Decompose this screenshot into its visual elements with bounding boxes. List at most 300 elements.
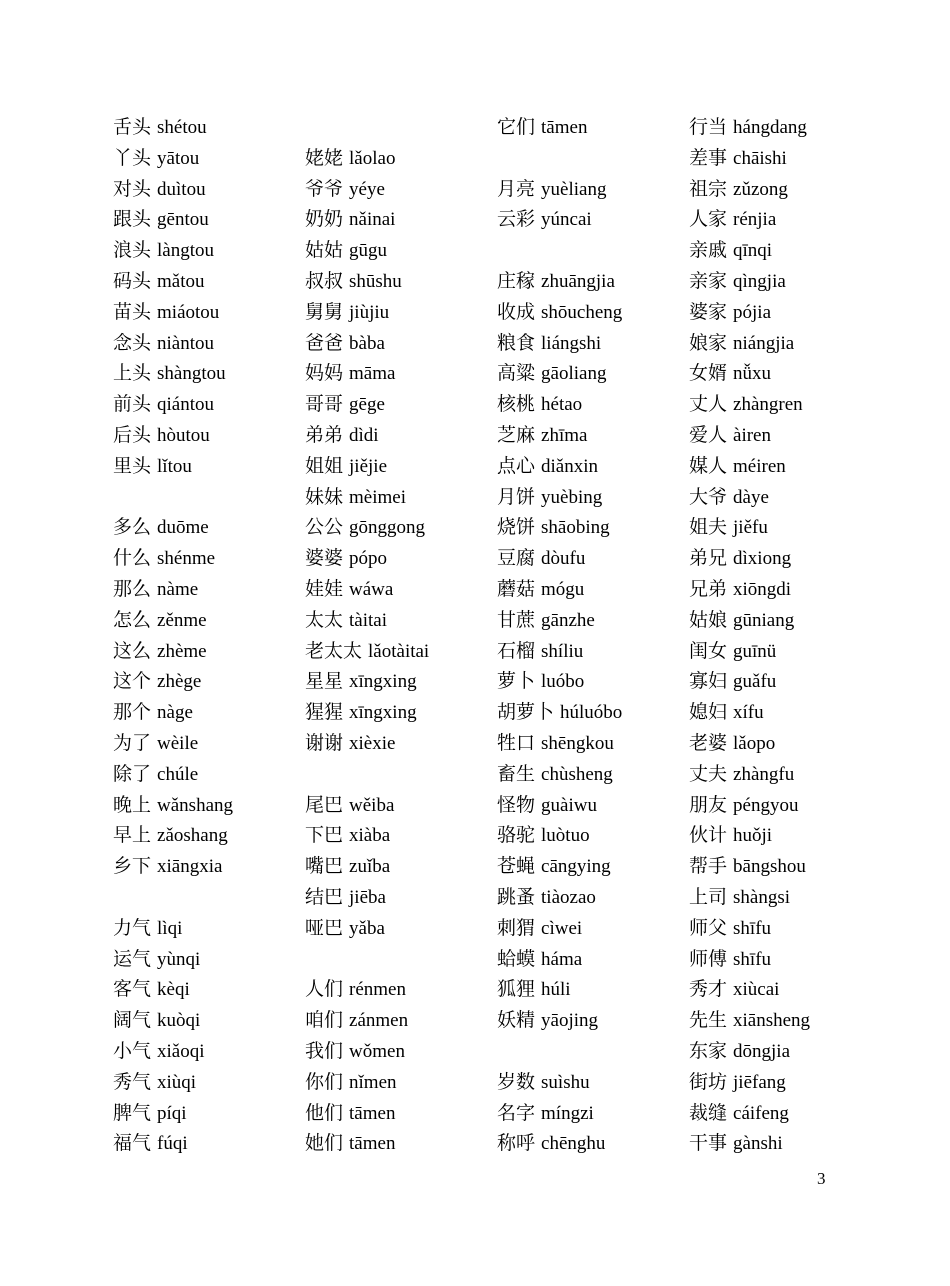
word-hanzi: 兄弟 <box>689 578 728 600</box>
word-entry <box>305 945 490 976</box>
word-pinyin: gūgu <box>349 240 388 262</box>
word-pinyin: māma <box>349 363 396 385</box>
word-pinyin: xièxie <box>349 732 396 754</box>
word-hanzi: 太太 <box>305 609 344 631</box>
word-entry <box>113 975 298 1006</box>
word-entry <box>497 791 682 822</box>
word-pinyin: nàme <box>157 578 199 600</box>
word-hanzi: 干事 <box>689 1133 728 1155</box>
word-entry <box>113 267 298 298</box>
word-hanzi: 烧饼 <box>497 517 536 539</box>
word-hanzi: 怪物 <box>497 794 536 816</box>
word-hanzi: 除了 <box>113 763 152 785</box>
word-pinyin: mógu <box>541 578 585 600</box>
word-hanzi: 跟头 <box>113 209 152 231</box>
word-pinyin: xīngxing <box>349 702 417 724</box>
word-pinyin: qiántou <box>157 394 215 416</box>
word-hanzi: 早上 <box>113 825 152 847</box>
word-pinyin: shōucheng <box>541 301 623 323</box>
word-hanzi: 福气 <box>113 1133 152 1155</box>
word-entry <box>689 975 879 1006</box>
word-pinyin: duōme <box>157 517 209 539</box>
word-entry <box>689 267 879 298</box>
word-hanzi: 多么 <box>113 517 152 539</box>
word-pinyin: zhuāngjia <box>541 270 615 292</box>
word-entry <box>305 1099 490 1130</box>
word-hanzi: 祖宗 <box>689 178 728 200</box>
word-entry <box>113 205 298 236</box>
word-pinyin: lǐtou <box>157 455 192 477</box>
word-entry <box>305 236 490 267</box>
word-pinyin: jiùjiu <box>349 301 390 323</box>
word-entry <box>305 390 490 421</box>
word-hanzi: 师父 <box>689 917 728 939</box>
word-pinyin: shénme <box>157 548 216 570</box>
word-pinyin: zǎoshang <box>157 825 228 847</box>
word-pinyin: duìtou <box>157 178 206 200</box>
word-entry <box>497 113 682 144</box>
word-entry <box>497 760 682 791</box>
word-entry <box>689 729 879 760</box>
word-entry <box>113 606 298 637</box>
word-entry <box>305 544 490 575</box>
word-entry <box>497 544 682 575</box>
word-pinyin: píqi <box>157 1102 187 1124</box>
word-entry <box>305 329 490 360</box>
word-entry <box>689 1037 879 1068</box>
word-hanzi: 咱们 <box>305 1010 344 1032</box>
word-hanzi: 伙计 <box>689 825 728 847</box>
word-entry <box>689 483 879 514</box>
word-entry <box>305 452 490 483</box>
word-pinyin: liángshi <box>541 332 602 354</box>
word-pinyin: míngzi <box>541 1102 594 1124</box>
word-entry <box>689 852 879 883</box>
word-entry <box>497 821 682 852</box>
word-entry <box>689 698 879 729</box>
word-pinyin: dìdi <box>349 424 379 446</box>
word-entry <box>113 329 298 360</box>
word-pinyin: jiēfang <box>733 1071 786 1093</box>
word-pinyin: yātou <box>157 147 200 169</box>
word-pinyin: suìshu <box>541 1071 590 1093</box>
word-hanzi: 爷爷 <box>305 178 344 200</box>
word-entry <box>497 575 682 606</box>
word-hanzi: 亲家 <box>689 270 728 292</box>
word-entry <box>497 1037 682 1068</box>
word-entry <box>689 945 879 976</box>
word-pinyin: huǒji <box>733 825 773 847</box>
word-hanzi: 念头 <box>113 332 152 354</box>
word-entry <box>305 513 490 544</box>
word-entry <box>497 483 682 514</box>
word-hanzi: 姐姐 <box>305 455 344 477</box>
word-pinyin: àiren <box>733 424 771 446</box>
word-pinyin: dòufu <box>541 548 586 570</box>
word-hanzi: 狐狸 <box>497 979 536 1001</box>
word-hanzi: 帮手 <box>689 856 728 878</box>
word-pinyin: mǎtou <box>157 270 205 292</box>
word-hanzi: 这么 <box>113 640 152 662</box>
word-pinyin: xiǎoqi <box>157 1040 205 1062</box>
word-hanzi: 客气 <box>113 979 152 1001</box>
word-hanzi: 后头 <box>113 424 152 446</box>
word-hanzi: 公公 <box>305 517 344 539</box>
word-entry <box>305 1037 490 1068</box>
word-entry <box>689 575 879 606</box>
word-entry <box>113 421 298 452</box>
word-entry <box>113 729 298 760</box>
word-pinyin: shīfu <box>733 917 772 939</box>
word-hanzi: 怎么 <box>113 609 152 631</box>
word-column-3 <box>497 113 682 1160</box>
word-pinyin: yǎba <box>349 917 385 939</box>
word-pinyin: zhème <box>157 640 207 662</box>
word-entry <box>497 205 682 236</box>
word-entry <box>689 1068 879 1099</box>
word-entry <box>113 483 298 514</box>
word-entry <box>497 329 682 360</box>
word-pinyin: nǎinai <box>349 209 396 231</box>
word-entry <box>689 421 879 452</box>
word-pinyin: luòtuo <box>541 825 590 847</box>
word-pinyin: chēnghu <box>541 1133 606 1155</box>
word-pinyin: hángdang <box>733 117 807 138</box>
word-hanzi: 先生 <box>689 1010 728 1032</box>
word-hanzi: 我们 <box>305 1040 344 1062</box>
word-hanzi: 丈夫 <box>689 763 728 785</box>
word-pinyin: cáifeng <box>733 1102 789 1124</box>
word-pinyin: húluóbo <box>560 702 623 724</box>
word-hanzi: 叔叔 <box>305 270 344 292</box>
word-entry <box>113 575 298 606</box>
word-pinyin: tāmen <box>349 1133 396 1155</box>
word-entry <box>689 791 879 822</box>
word-hanzi: 月亮 <box>497 178 536 200</box>
word-pinyin: wèile <box>157 732 199 754</box>
word-hanzi: 石榴 <box>497 640 536 662</box>
word-entry <box>305 883 490 914</box>
word-entry <box>305 483 490 514</box>
word-hanzi: 结巴 <box>305 886 344 908</box>
word-entry <box>305 144 490 175</box>
word-entry <box>497 945 682 976</box>
word-hanzi: 前头 <box>113 394 152 416</box>
word-entry <box>113 914 298 945</box>
word-pinyin: pópo <box>349 548 388 570</box>
word-pinyin: hòutou <box>157 424 210 446</box>
word-entry <box>497 883 682 914</box>
word-pinyin: yúncai <box>541 209 592 231</box>
word-pinyin: nàge <box>157 702 193 724</box>
word-hanzi: 秀气 <box>113 1071 152 1093</box>
word-entry <box>305 1129 490 1160</box>
word-pinyin: zěnme <box>157 609 207 631</box>
word-pinyin: tāmen <box>541 117 588 138</box>
word-entry <box>113 791 298 822</box>
word-hanzi: 奶奶 <box>305 209 344 231</box>
word-entry <box>113 1129 298 1160</box>
word-hanzi: 云彩 <box>497 209 536 231</box>
word-entry <box>689 144 879 175</box>
word-pinyin: miáotou <box>157 301 220 323</box>
word-entry <box>497 175 682 206</box>
word-hanzi: 亲戚 <box>689 240 728 262</box>
word-entry <box>113 852 298 883</box>
word-hanzi: 刺猬 <box>497 917 536 939</box>
word-pinyin: nǐmen <box>349 1071 397 1093</box>
word-hanzi: 妹妹 <box>305 486 344 508</box>
word-pinyin: xiāngxia <box>157 856 223 878</box>
word-hanzi: 月饼 <box>497 486 536 508</box>
word-entry <box>497 452 682 483</box>
word-hanzi: 娃娃 <box>305 578 344 600</box>
word-pinyin: bāngshou <box>733 856 806 878</box>
word-hanzi: 东家 <box>689 1040 728 1062</box>
word-pinyin: zǔzong <box>733 178 788 200</box>
word-pinyin: tàitai <box>349 609 387 631</box>
word-entry <box>497 637 682 668</box>
word-hanzi: 舌头 <box>113 117 152 138</box>
word-entry <box>113 359 298 390</box>
word-pinyin: mèimei <box>349 486 406 508</box>
word-entry <box>305 975 490 1006</box>
word-entry <box>497 236 682 267</box>
word-entry <box>497 698 682 729</box>
word-entry <box>497 852 682 883</box>
word-pinyin: hétao <box>541 394 583 416</box>
word-hanzi: 他们 <box>305 1102 344 1124</box>
word-entry <box>497 1068 682 1099</box>
word-pinyin: wǒmen <box>349 1040 405 1062</box>
word-pinyin: wáwa <box>349 578 394 600</box>
word-entry <box>113 1099 298 1130</box>
word-hanzi: 哥哥 <box>305 394 344 416</box>
word-entry <box>305 698 490 729</box>
word-hanzi: 畜生 <box>497 763 536 785</box>
word-hanzi: 骆驼 <box>497 825 536 847</box>
word-pinyin: niàntou <box>157 332 215 354</box>
word-hanzi: 岁数 <box>497 1071 536 1093</box>
word-hanzi: 晚上 <box>113 794 152 816</box>
word-entry <box>497 298 682 329</box>
word-hanzi: 媳妇 <box>689 702 728 724</box>
word-hanzi: 娘家 <box>689 332 728 354</box>
word-hanzi: 点心 <box>497 455 536 477</box>
word-pinyin: péngyou <box>733 794 799 816</box>
word-hanzi: 媒人 <box>689 455 728 477</box>
word-entry <box>113 298 298 329</box>
word-pinyin: zhàngren <box>733 394 803 416</box>
word-entry <box>305 914 490 945</box>
word-entry <box>689 175 879 206</box>
word-hanzi: 秀才 <box>689 979 728 1001</box>
word-hanzi: 萝卜 <box>497 671 536 693</box>
word-pinyin: yuèbing <box>541 486 603 508</box>
word-pinyin: wǎnshang <box>157 794 233 816</box>
word-entry <box>305 1006 490 1037</box>
word-entry <box>497 267 682 298</box>
word-hanzi: 运气 <box>113 948 152 970</box>
word-entry <box>305 1068 490 1099</box>
word-entry <box>689 329 879 360</box>
word-pinyin: làngtou <box>157 240 215 262</box>
word-entry <box>497 144 682 175</box>
word-entry <box>497 1129 682 1160</box>
word-pinyin: yùnqi <box>157 948 201 970</box>
word-entry <box>113 760 298 791</box>
word-entry <box>689 544 879 575</box>
word-entry <box>305 205 490 236</box>
word-entry <box>689 236 879 267</box>
word-pinyin: xīngxing <box>349 671 417 693</box>
word-pinyin: lǎolao <box>349 147 396 169</box>
word-entry <box>113 544 298 575</box>
word-entry <box>113 1068 298 1099</box>
word-entry <box>497 914 682 945</box>
word-pinyin: yuèliang <box>541 178 607 200</box>
word-pinyin: lǎopo <box>733 732 776 754</box>
word-pinyin: gāoliang <box>541 363 607 385</box>
word-pinyin: wěiba <box>349 794 395 816</box>
word-hanzi: 寡妇 <box>689 671 728 693</box>
word-pinyin: jiějie <box>349 455 387 477</box>
word-hanzi: 街坊 <box>689 1071 728 1093</box>
word-hanzi: 粮食 <box>497 332 536 354</box>
word-hanzi: 庄稼 <box>497 270 536 292</box>
word-hanzi: 蛤蟆 <box>497 948 536 970</box>
word-entry <box>305 175 490 206</box>
word-hanzi: 丈人 <box>689 394 728 416</box>
word-entry <box>113 236 298 267</box>
word-pinyin: xiàba <box>349 825 391 847</box>
word-hanzi: 这个 <box>113 671 152 693</box>
word-hanzi: 爸爸 <box>305 332 344 354</box>
word-entry <box>689 1129 879 1160</box>
word-entry <box>305 667 490 698</box>
word-hanzi: 上头 <box>113 363 152 385</box>
word-entry <box>497 667 682 698</box>
word-pinyin: shàngsi <box>733 886 791 908</box>
word-entry <box>689 452 879 483</box>
word-pinyin: guàiwu <box>541 794 597 816</box>
word-hanzi: 差事 <box>689 147 728 169</box>
word-entry <box>305 729 490 760</box>
word-pinyin: diǎnxin <box>541 455 599 477</box>
word-entry <box>497 359 682 390</box>
word-entry <box>113 1037 298 1068</box>
word-hanzi: 姑姑 <box>305 240 344 262</box>
word-entry <box>113 883 298 914</box>
word-hanzi: 力气 <box>113 917 152 939</box>
word-hanzi: 姥姥 <box>305 147 344 169</box>
word-entry <box>305 113 490 144</box>
word-hanzi: 丫头 <box>113 147 152 169</box>
word-pinyin: chùsheng <box>541 763 613 785</box>
word-pinyin: xiùqi <box>157 1071 197 1093</box>
word-entry <box>113 175 298 206</box>
word-hanzi: 为了 <box>113 732 152 754</box>
word-pinyin: zánmen <box>349 1010 409 1032</box>
word-entry <box>497 1006 682 1037</box>
word-hanzi: 甘蔗 <box>497 609 536 631</box>
word-entry <box>113 945 298 976</box>
word-pinyin: dàye <box>733 486 769 508</box>
word-hanzi: 婆家 <box>689 301 728 323</box>
word-entry <box>497 729 682 760</box>
word-entry <box>497 606 682 637</box>
word-pinyin: zhàngfu <box>733 763 795 785</box>
word-hanzi: 下巴 <box>305 825 344 847</box>
word-pinyin: yāojing <box>541 1010 599 1032</box>
word-pinyin: guīnü <box>733 640 777 662</box>
word-entry <box>305 359 490 390</box>
word-pinyin: gānzhe <box>541 609 595 631</box>
word-hanzi: 猩猩 <box>305 702 344 724</box>
word-pinyin: niángjia <box>733 332 795 354</box>
word-hanzi: 妖精 <box>497 1010 536 1032</box>
word-entry <box>689 760 879 791</box>
word-hanzi: 姐夫 <box>689 517 728 539</box>
word-hanzi: 芝麻 <box>497 424 536 446</box>
page-number: 3 <box>817 1169 826 1188</box>
word-hanzi: 弟兄 <box>689 548 728 570</box>
word-entry <box>305 760 490 791</box>
word-pinyin: xiōngdi <box>733 578 792 600</box>
word-entry <box>305 821 490 852</box>
word-entry <box>689 637 879 668</box>
word-pinyin: shīfu <box>733 948 772 970</box>
word-pinyin: kuòqi <box>157 1010 201 1032</box>
word-hanzi: 收成 <box>497 301 536 323</box>
word-hanzi: 阔气 <box>113 1010 152 1032</box>
word-entry <box>113 667 298 698</box>
word-pinyin: rénjia <box>733 209 777 231</box>
word-pinyin: shíliu <box>541 640 584 662</box>
word-entry <box>305 606 490 637</box>
word-pinyin: qīnqi <box>733 240 773 262</box>
word-pinyin: shétou <box>157 117 207 138</box>
word-pinyin: shēngkou <box>541 732 614 754</box>
word-entry <box>113 821 298 852</box>
word-pinyin: zhège <box>157 671 202 693</box>
word-entry <box>113 144 298 175</box>
word-entry <box>113 452 298 483</box>
word-hanzi: 女婿 <box>689 363 728 385</box>
word-column-4 <box>689 113 879 1160</box>
word-entry <box>305 421 490 452</box>
word-hanzi: 跳蚤 <box>497 886 536 908</box>
word-hanzi: 核桃 <box>497 394 536 416</box>
word-entry <box>689 113 879 144</box>
word-pinyin: cìwei <box>541 917 583 939</box>
word-entry <box>689 667 879 698</box>
word-entry <box>113 637 298 668</box>
word-hanzi: 对头 <box>113 178 152 200</box>
word-column-2 <box>305 113 490 1160</box>
word-entry <box>689 606 879 637</box>
word-hanzi: 舅舅 <box>305 301 344 323</box>
word-pinyin: gēge <box>349 394 385 416</box>
word-hanzi: 人家 <box>689 209 728 231</box>
word-hanzi: 闺女 <box>689 640 728 662</box>
word-pinyin: gànshi <box>733 1133 783 1155</box>
word-column-1 <box>113 113 298 1160</box>
word-pinyin: nǚxu <box>733 363 772 385</box>
word-entry <box>113 113 298 144</box>
word-entry <box>113 513 298 544</box>
word-pinyin: xiānsheng <box>733 1010 811 1032</box>
